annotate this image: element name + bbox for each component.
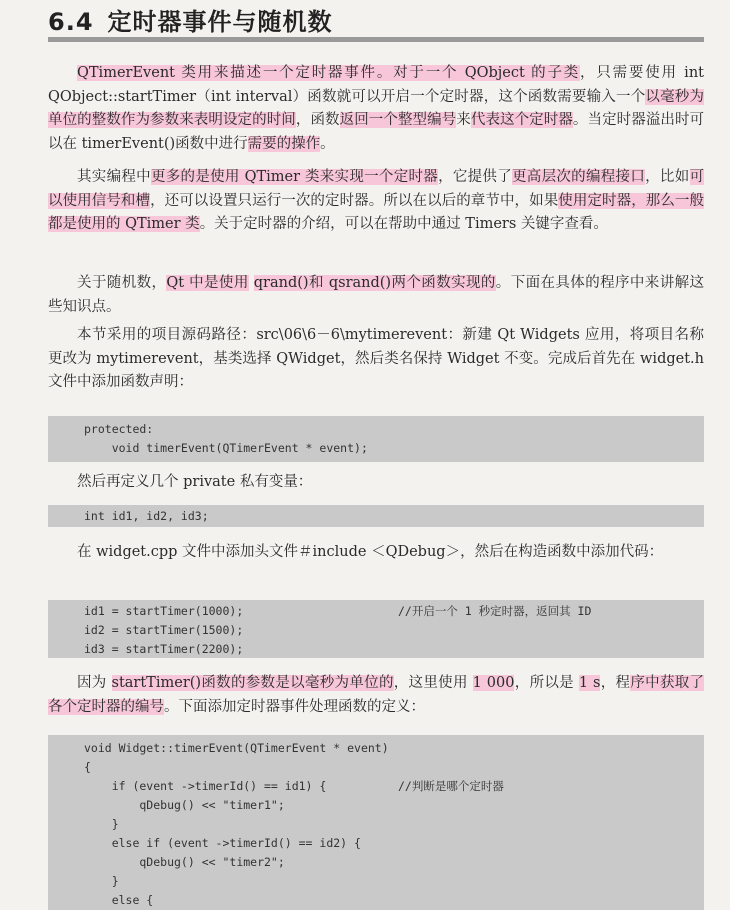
highlighted-text: 1 000 (472, 675, 515, 691)
paragraph-text (48, 166, 704, 237)
highlighted-text: 整型编号 (397, 112, 457, 128)
code-line: id3 = startTimer(2200); (84, 642, 244, 656)
code-line: } (84, 874, 119, 888)
code-line: } (84, 817, 119, 831)
code-comment: //判断是哪个定时器 (398, 779, 504, 793)
code-line: if (event ->timerId() == id1) { (84, 779, 327, 793)
code-line: int id1, id2, id3; (84, 509, 209, 523)
highlighted-text: 更多的是使用 QTimer 类来实现一个定时器 (150, 169, 439, 185)
code-line: qDebug() << "timer2"; (84, 855, 285, 869)
text-run: 关于随机数， (77, 275, 167, 291)
paragraph-7 (48, 672, 704, 719)
highlighted-text: 需要的操作 (247, 135, 321, 152)
text-run: 。下面添加定时器事件处理函数的定义： (164, 698, 425, 715)
text-run: 来 (456, 112, 471, 128)
code-block-variables (48, 505, 704, 527)
code-block-timer-event (48, 735, 704, 910)
highlighted-text: 可以使用信号和槽 (48, 169, 705, 209)
code-line: protected: (84, 422, 154, 436)
text-run: 。 (320, 135, 335, 152)
code-line: void Widget::timerEvent(QTimerEvent * event) (84, 741, 389, 755)
text-run: ，函数 (295, 112, 340, 128)
code-line: else if (event ->timerId() == id2) { (84, 836, 361, 850)
code-line: id2 = startTimer(1500); (84, 623, 244, 637)
paragraph-text: 然后再定义几个 private 私有变量： (77, 474, 313, 490)
text-run: ，还可以设置只运行一次的定时器。所以在以后的章节中，如果 (150, 192, 559, 209)
text-run: 。当定时器溢出时可以在 timerEvent()函数中进行 (48, 112, 705, 152)
text-run: ，比如 (645, 169, 690, 185)
paragraph-4 (48, 324, 704, 395)
text-run: 。关于定时器的介绍，可以在帮助中通过 Timers 关键字查看。 (199, 216, 608, 232)
highlighted-text: startTimer()函数的参数是以毫秒为单位的 (111, 675, 394, 691)
highlighted-text: 表明设定的时间 (193, 112, 296, 128)
highlighted-text: 返回一个 (339, 112, 398, 128)
highlighted-text: 以毫秒为单位的整数作为参数来 (48, 88, 705, 128)
code-comment: //开启一个 1 秒定时器，返回其 ID (398, 604, 592, 618)
paragraph-text (48, 672, 704, 719)
paragraph-3 (48, 272, 704, 319)
highlighted-text: 使用定时器，那么一般都是使用的 QTimer 类 (48, 192, 705, 232)
paragraph-5 (48, 470, 704, 494)
paragraph-text (48, 272, 704, 319)
highlighted-text: 序中获取了各个定时器的编号 (48, 675, 705, 715)
text-run: 。下面在具体的程序中来讲解这些知识点。 (48, 275, 705, 315)
highlighted-text: 代表这个定时器 (470, 112, 573, 128)
paragraph-1 (48, 62, 704, 156)
code-line: id1 = startTimer(1000); (84, 604, 244, 618)
text-run: 其实编程中 (77, 169, 151, 185)
highlighted-text: Qt 中是使用 (166, 275, 249, 291)
paragraph-text: 本节采用的项目源码路径：src\06\6－6\mytimerevent：新建 Qt Widgets 应用，将项目名称更改为 mytimerevent，基类选择 QWidget，然后类名保持 Widget 不变。完成后首先在 widget.h 文件中添加函数声明： (48, 327, 704, 390)
section-title: 定时器事件与随机数 (107, 8, 333, 36)
heading-rule (48, 37, 704, 42)
code-line: else { (84, 893, 154, 907)
code-block-declaration (48, 416, 704, 462)
text-run: 因为 (77, 675, 112, 691)
text-run: ，所以是 (514, 675, 579, 691)
highlighted-text: QTimerEvent 类用来描述一个定时器事件。对于 (77, 65, 426, 81)
highlighted-text: 一个 QObject 的子类 (425, 65, 581, 81)
text-run (249, 275, 254, 291)
highlighted-text: qrand()和 qsrand()两个函数实现的 (253, 275, 496, 291)
paragraph-2 (48, 166, 704, 237)
highlighted-text: 更高层次的编程接口 (512, 169, 646, 185)
text-run: ，它提供了 (438, 169, 513, 185)
code-block-constructor (48, 600, 704, 658)
paragraph-6 (48, 540, 704, 564)
section-number: 6.4 (48, 8, 94, 36)
text-run: ，只需要使用 int QObject::startTimer（int interval）函数就可以开启一个定时器，这个函数需要输入一个 (48, 65, 704, 105)
text-run: ，程 (600, 675, 631, 691)
code-line: qDebug() << "timer1"; (84, 798, 285, 812)
text-run: ，这里使用 (393, 675, 473, 691)
code-line: void timerEvent(QTimerEvent * event); (84, 441, 368, 455)
section-heading (48, 2, 333, 37)
code-line: { (84, 760, 91, 774)
highlighted-text: 1 s (578, 675, 601, 691)
paragraph-text: 在 widget.cpp 文件中添加头文件＃include ＜QDebug＞，然后在构造函数中添加代码： (77, 544, 664, 560)
paragraph-text (48, 62, 704, 156)
